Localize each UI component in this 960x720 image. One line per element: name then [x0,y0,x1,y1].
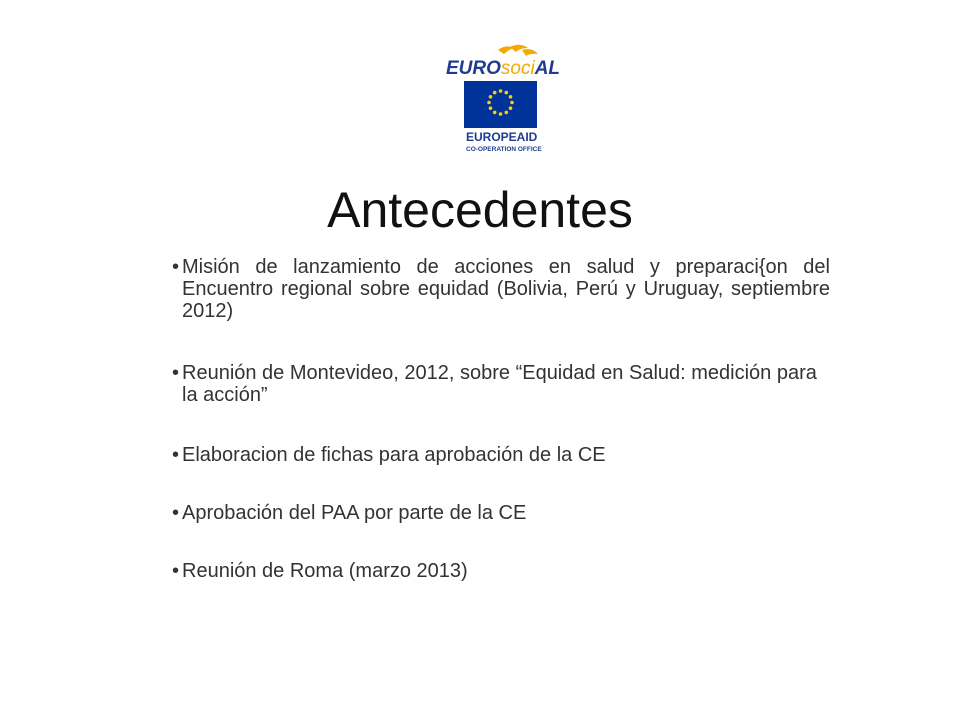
bullet-text: Elaboracion de fichas para aprobación de la CE [182,444,606,466]
eu-flag-icon [464,81,537,128]
bullet-text: Reunión de Roma (marzo 2013) [182,560,468,582]
bullet-text: Reunión de Montevideo, 2012, sobre “Equidad en Salud: medición para la acción” [182,362,817,406]
bullet-item [172,256,830,322]
logo-graphic [440,38,560,158]
cooperation-office-text: CO-OPERATION OFFICE [466,146,542,153]
bullet-text: Misión de lanzamiento de acciones en salud y preparaci{on del Encuentro regional sobre equidad (Bolivia, Perú y Uruguay, septiembre 2012) [182,256,830,322]
bullet-item [172,444,830,466]
eurosocial-europeaid-logo [440,38,560,158]
slide-title: Antecedentes [327,182,633,238]
bullet-dot-icon: • [172,444,180,466]
eurosocial-wordmark: EUROsociAL [446,58,560,79]
bullet-item [172,502,830,524]
bullet-text: Aprobación del PAA por parte de la CE [182,502,527,524]
bullet-item [172,560,830,582]
europeaid-wordmark: EUROPEAID [466,130,538,144]
bullet-dot-icon: • [172,256,180,278]
bullet-dot-icon: • [172,560,180,582]
bullet-item [172,362,830,406]
bullet-dot-icon: • [172,362,180,384]
bullet-dot-icon: • [172,502,180,524]
